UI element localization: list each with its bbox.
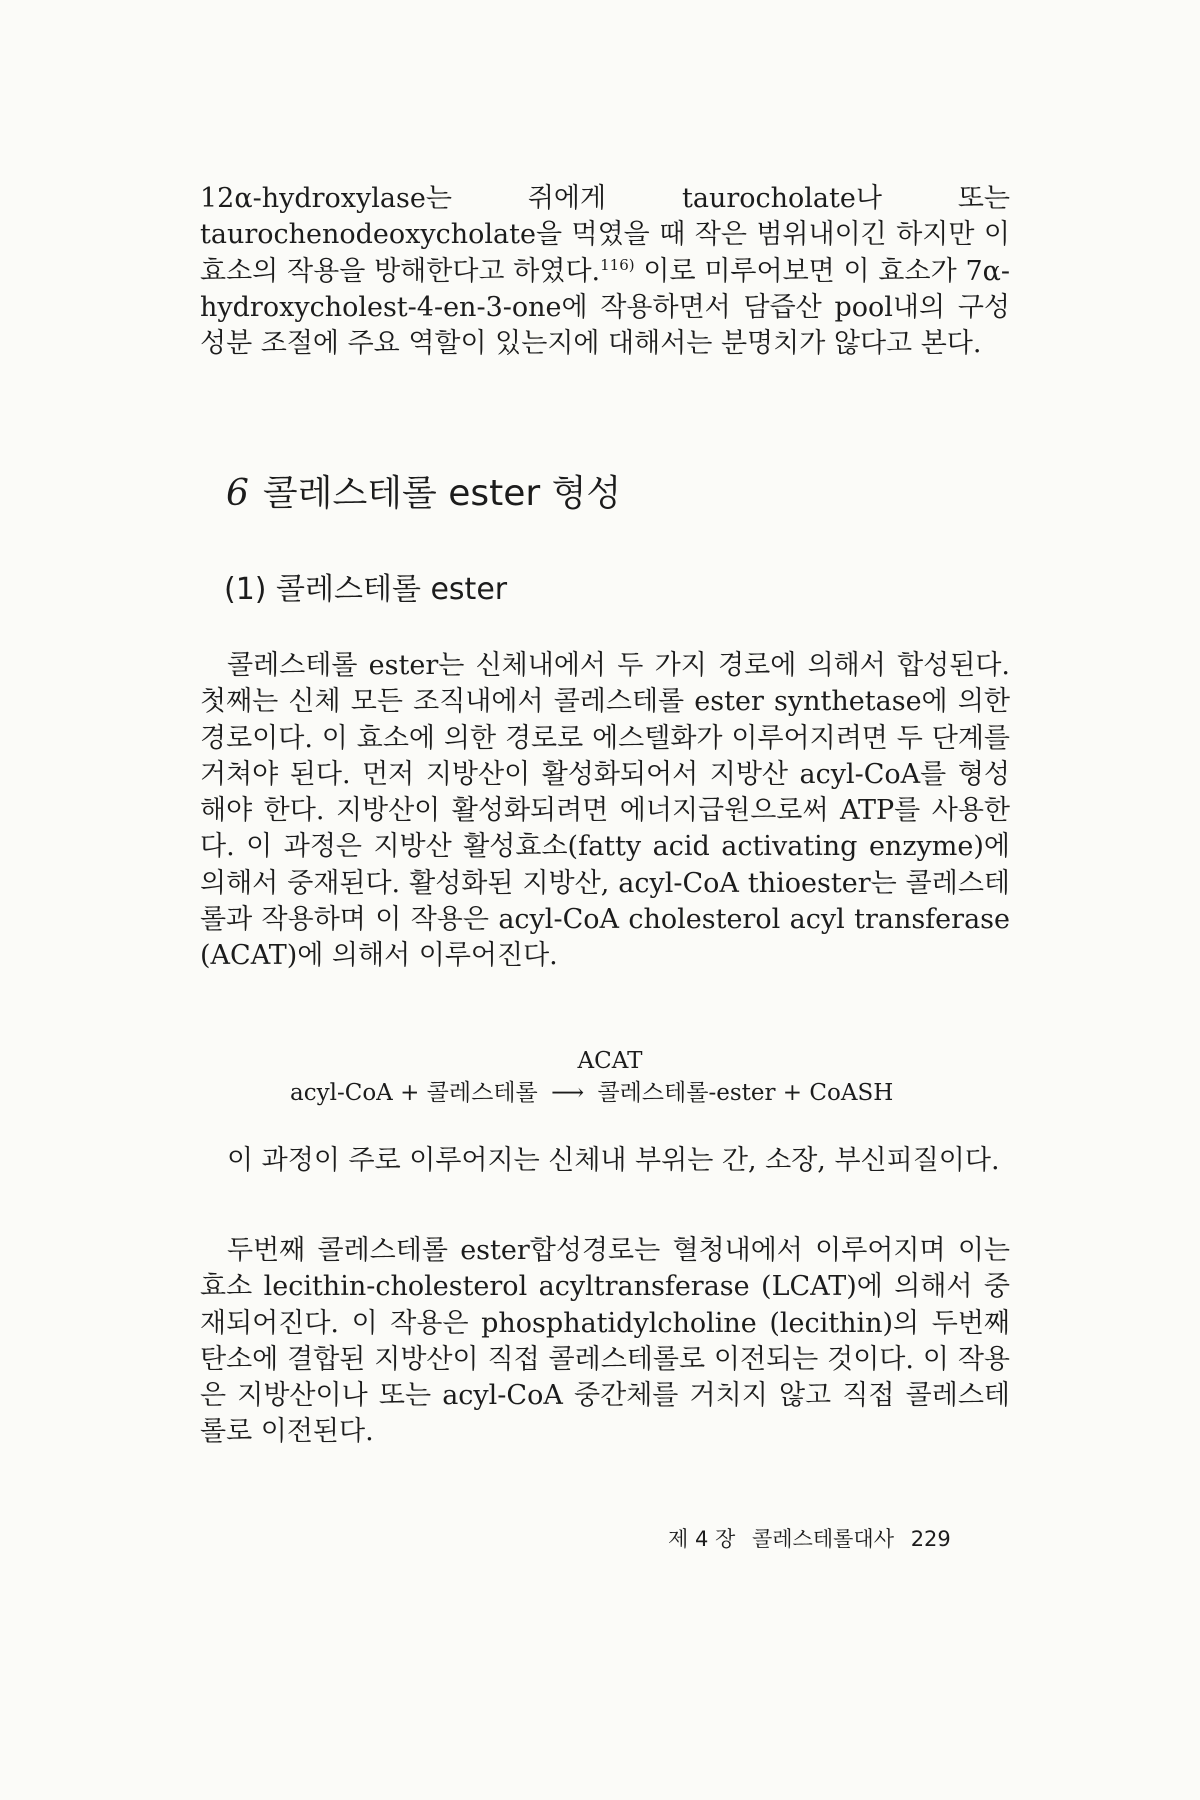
footer-chapter: 제 4 장: [668, 1527, 736, 1551]
paragraph-lcat: [200, 1233, 1010, 1451]
equation-reactants: acyl-CoA + 콜레스테롤: [290, 1080, 538, 1106]
reaction-arrow-icon: ⟶: [551, 1080, 585, 1106]
reaction-equation: [290, 1048, 930, 1107]
section-title: 콜레스테롤 ester 형성: [262, 473, 622, 514]
page-number: 229: [910, 1527, 951, 1551]
equation-products: 콜레스테롤-ester + CoASH: [597, 1080, 894, 1106]
equation-enzyme: ACAT: [577, 1048, 643, 1074]
reference-marker: 116): [600, 255, 635, 274]
subsection-heading: (1) 콜레스테롤 ester: [224, 572, 508, 607]
section-number: 6: [226, 473, 249, 514]
section-heading: [226, 465, 621, 516]
paragraph-text: 이 과정이 주로 이루어지는 신체내 부위는 간, 소장, 부신피질이다.: [227, 1145, 1000, 1176]
paragraph-text: 두번째 콜레스테롤 ester합성경로는 혈청내에서 이루어지며 이는 효소 lecithin-cholesterol acyltransferase (LCAT)에 의해서 중재되어진다. 이 작용은 phosphatidylcholine (lecithin)의 두번째 탄소에 결합된 지방산이 직접 콜레스테롤로 이전되는 것이다. 이 작용은 지방산이나 또는 acyl-CoA 중간체를 거치지 않고 직접 콜레스테롤로 이전된다.: [200, 1235, 1010, 1448]
paragraph-text: 콜레스테롤 ester는 신체내에서 두 가지 경로에 의해서 합성된다. 첫째는 신체 모든 조직내에서 콜레스테롤 ester synthetase에 의한 경로이다. 이 효소에 의한 경로로 에스텔화가 이루어지려면 두 단계를 거쳐야 된다. 먼저 지방산이 활성화되어서 지방산 acyl-CoA를 형성해야 한다. 지방산이 활성화되려면 에너지급원으로써 ATP를 사용한다. 이 과정은 지방산 활성효소(fatty acid activating enzyme)에 의해서 중재된다. 활성화된 지방산, acyl-CoA thioester는 콜레스테롤과 작용하며 이 작용은 acyl-CoA cholesterol acyl transferase (ACAT)에 의해서 이루어진다.: [200, 650, 1010, 972]
paragraph-hydroxylase: [200, 181, 1010, 362]
paragraph-text-continued: 이로 미루어보면 이 효소가 7α-hydroxycholest-4-en-3-one에 작용하면서 담즙산 pool내의 구성성분 조절에 주요 역할이 있는지에 대해서는 분명치가 않다고 본다.: [200, 255, 1010, 360]
paragraph-text: 12α-hydroxylase는 쥐에게 taurocholate나 또는 taurochenodeoxycholate을 먹였을 때 작은 범위내이긴 하지만 이 효소의 작용을 방해한다고 하였다.: [200, 183, 1010, 287]
footer-title: 콜레스테롤대사: [751, 1527, 894, 1551]
page-footer: [668, 1523, 961, 1553]
paragraph-sites: [200, 1143, 1010, 1179]
paragraph-ester-synthesis: [200, 648, 1010, 975]
